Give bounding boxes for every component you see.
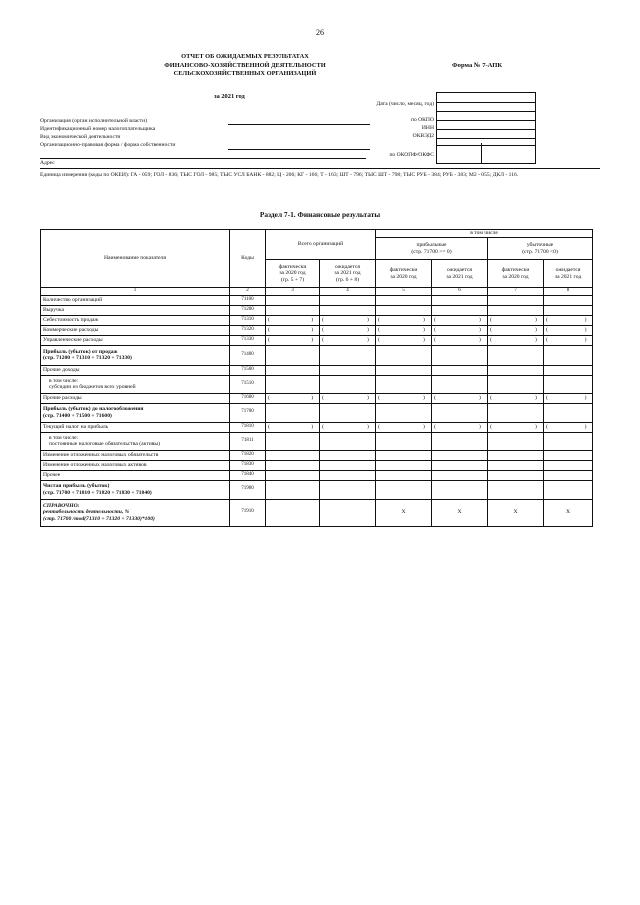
row-indicator-name: Выручка [41, 305, 230, 315]
row-indicator-name: Изменение отложенных налоговых активов [41, 460, 230, 470]
x-mark-cell[interactable]: X [432, 499, 488, 526]
value-cell[interactable] [266, 432, 320, 450]
codes-spacer [437, 139, 535, 146]
value-cell[interactable] [266, 375, 320, 393]
negative-value-cell[interactable] [266, 422, 320, 432]
negative-value-cell[interactable] [266, 325, 320, 335]
paren-open: ( [546, 336, 548, 343]
value-cell[interactable] [488, 460, 544, 470]
paren-open: ( [546, 394, 548, 401]
table-row [41, 480, 593, 499]
paren-open: ( [378, 423, 380, 430]
col-num: 6 [432, 288, 488, 296]
paren-close: ) [479, 326, 481, 333]
value-cell[interactable] [376, 295, 432, 305]
address-label: Адрес [40, 160, 55, 166]
row-code: 71600 [230, 393, 266, 403]
row-code: 71700 [230, 403, 266, 422]
paren-close: ) [311, 316, 314, 323]
value-cell[interactable] [266, 403, 320, 422]
paren-open: ( [268, 326, 270, 333]
negative-value-cell[interactable] [544, 315, 593, 325]
header-exp-2021-unprofitable: ожидается за 2021 год [544, 260, 593, 288]
row-code: 71820 [230, 450, 266, 460]
row-code: 71840 [230, 470, 266, 480]
paren-close: ) [584, 336, 587, 343]
date-label: Дата (число, месяц, год) [376, 101, 434, 107]
row-code: 71200 [230, 305, 266, 315]
negative-value-cell[interactable] [488, 422, 544, 432]
negative-value-cell[interactable] [544, 422, 593, 432]
row-indicator-name: СПРАВОЧНО: рентабельность деятельности, % (стр. 71700 /mod(71310 + 71320 + 71330)*100) [41, 499, 230, 526]
value-cell[interactable] [488, 432, 544, 450]
table-row [41, 393, 593, 403]
row-indicator-name: Управленческие расходы [41, 335, 230, 345]
value-cell[interactable] [376, 345, 432, 365]
negative-value-cell[interactable] [320, 422, 376, 432]
value-cell[interactable] [376, 460, 432, 470]
value-cell[interactable] [544, 470, 593, 480]
paren-open: ( [322, 394, 324, 401]
row-indicator-name: Изменение отложенных налоговых обязательств [41, 450, 230, 460]
value-cell[interactable] [376, 403, 432, 422]
value-cell[interactable] [320, 460, 376, 470]
value-cell[interactable] [320, 480, 376, 499]
paren-close: ) [367, 316, 369, 323]
value-cell[interactable] [266, 365, 320, 375]
paren-open: ( [546, 316, 548, 323]
paren-open: ( [268, 316, 270, 323]
value-cell[interactable] [266, 450, 320, 460]
negative-value-cell[interactable] [544, 325, 593, 335]
table-row [41, 422, 593, 432]
paren-close: ) [423, 326, 425, 333]
value-cell[interactable] [320, 403, 376, 422]
address-line[interactable] [40, 168, 600, 169]
paren-close: ) [535, 336, 537, 343]
negative-value-cell[interactable] [432, 325, 488, 335]
paren-close: ) [584, 326, 587, 333]
col-num: 5 [376, 288, 432, 296]
negative-value-cell[interactable] [432, 393, 488, 403]
row-code: 71100 [230, 295, 266, 305]
paren-close: ) [535, 394, 537, 401]
paren-open: ( [268, 394, 270, 401]
row-indicator-name: Чистая прибыль (убыток) (стр. 71700 + 71810 + 71820 + 71830 + 71840) [41, 480, 230, 499]
okopf-split-line [481, 143, 482, 163]
paren-open: ( [546, 423, 548, 430]
negative-value-cell[interactable] [320, 325, 376, 335]
okopf-label: по ОКОПФ/ОКФС [389, 152, 434, 158]
x-mark-cell[interactable]: X [488, 499, 544, 526]
report-period: за 2021 год [214, 93, 245, 100]
table-row [41, 460, 593, 470]
table-row [41, 305, 593, 315]
header-incl: в том числе [376, 230, 593, 238]
table-row [41, 315, 593, 325]
value-cell[interactable] [488, 403, 544, 422]
codes-box-row [437, 93, 535, 103]
row-code: 71810 [230, 422, 266, 432]
col-num: 3 [266, 288, 320, 296]
codes-box [436, 92, 536, 164]
negative-value-cell[interactable] [266, 315, 320, 325]
value-cell[interactable] [544, 305, 593, 315]
row-code: 71811 [230, 432, 266, 450]
value-cell[interactable] [432, 450, 488, 460]
value-cell[interactable] [544, 403, 593, 422]
negative-value-cell[interactable] [266, 335, 320, 345]
paren-close: ) [584, 316, 587, 323]
paren-close: ) [423, 316, 425, 323]
paren-open: ( [268, 336, 270, 343]
value-cell[interactable] [376, 365, 432, 375]
value-cell[interactable] [488, 345, 544, 365]
divider-line [40, 158, 366, 159]
row-code: 71830 [230, 460, 266, 470]
row-code: 71900 [230, 480, 266, 499]
negative-value-cell[interactable] [544, 393, 593, 403]
value-cell[interactable] [320, 345, 376, 365]
row-indicator-name: Коммерческие расходы [41, 325, 230, 335]
value-cell[interactable] [488, 295, 544, 305]
table-row [41, 403, 593, 422]
value-cell[interactable] [376, 432, 432, 450]
paren-open: ( [378, 326, 380, 333]
negative-value-cell[interactable] [544, 335, 593, 345]
x-mark-cell[interactable]: X [376, 499, 432, 526]
row-indicator-name: Себестоимость продаж [41, 315, 230, 325]
negative-value-cell[interactable] [376, 325, 432, 335]
table-row [41, 335, 593, 345]
paren-open: ( [490, 336, 492, 343]
paren-close: ) [479, 394, 481, 401]
date-field[interactable] [437, 103, 535, 112]
paren-close: ) [584, 423, 587, 430]
header-unprofitable: убыточные (стр. 71700 <0) [488, 238, 593, 260]
paren-close: ) [311, 336, 314, 343]
row-indicator-name: Текущий налог на прибыль [41, 422, 230, 432]
value-cell[interactable] [488, 450, 544, 460]
form-number: Форма № 7-АПК [452, 62, 503, 69]
value-cell[interactable] [432, 305, 488, 315]
negative-value-cell[interactable] [488, 315, 544, 325]
value-cell[interactable] [376, 480, 432, 499]
paren-close: ) [367, 423, 369, 430]
row-indicator-name: Прибыль (убыток) до налогообложения (стр. 71400 + 71500 + 71600) [41, 403, 230, 422]
paren-close: ) [423, 336, 425, 343]
value-cell[interactable] [432, 365, 488, 375]
value-cell[interactable] [376, 305, 432, 315]
paren-close: ) [311, 423, 314, 430]
row-code: 71320 [230, 325, 266, 335]
row-indicator-name: в том числе: постоянные налоговые обязательства (активы) [41, 432, 230, 450]
table-row [41, 345, 593, 365]
header-exp-2021-total: ожидается за 2021 год (гр. 6 + 8) [320, 260, 376, 288]
paren-close: ) [584, 394, 587, 401]
paren-close: ) [367, 326, 369, 333]
paren-open: ( [322, 316, 324, 323]
value-cell[interactable] [320, 375, 376, 393]
value-cell[interactable] [544, 432, 593, 450]
col-num: 7 [488, 288, 544, 296]
negative-value-cell[interactable] [432, 422, 488, 432]
okved-field[interactable] [437, 130, 535, 139]
paren-open: ( [322, 423, 324, 430]
table-row [41, 365, 593, 375]
header-total: Всего организаций [266, 230, 376, 260]
table-row [41, 450, 593, 460]
row-code: 71310 [230, 315, 266, 325]
paren-close: ) [479, 423, 481, 430]
row-code: 71910 [230, 499, 266, 526]
value-cell[interactable] [376, 450, 432, 460]
value-cell[interactable] [266, 470, 320, 480]
table-body [41, 295, 593, 526]
negative-value-cell[interactable] [376, 315, 432, 325]
negative-value-cell[interactable] [488, 393, 544, 403]
paren-open: ( [434, 336, 436, 343]
row-code: 71400 [230, 345, 266, 365]
value-cell[interactable] [432, 403, 488, 422]
financial-results-table [40, 229, 593, 527]
header-fact-2020-unprofitable: фактически за 2020 год [488, 260, 544, 288]
paren-close: ) [535, 326, 537, 333]
paren-open: ( [490, 316, 492, 323]
paren-close: ) [535, 316, 537, 323]
paren-open: ( [378, 316, 380, 323]
value-cell[interactable] [320, 470, 376, 480]
paren-close: ) [311, 394, 314, 401]
value-cell[interactable] [544, 450, 593, 460]
row-code: 71510 [230, 375, 266, 393]
paren-open: ( [434, 394, 436, 401]
negative-value-cell[interactable] [488, 335, 544, 345]
table-row [41, 470, 593, 480]
okved-label: ОКВЭД2 [412, 133, 434, 139]
paren-close: ) [535, 423, 537, 430]
value-cell[interactable] [376, 470, 432, 480]
negative-value-cell[interactable] [488, 325, 544, 335]
value-cell[interactable] [266, 480, 320, 499]
value-cell[interactable] [320, 499, 376, 526]
section-title: Раздел 7-1. Финансовые результаты [259, 210, 381, 219]
value-cell[interactable] [320, 295, 376, 305]
value-cell[interactable] [432, 375, 488, 393]
paren-close: ) [367, 394, 369, 401]
table-row [41, 295, 593, 305]
col-num: 4 [320, 288, 376, 296]
header-fact-2020-total: фактически за 2020 год (гр. 5 + 7) [266, 260, 320, 288]
paren-open: ( [378, 336, 380, 343]
value-cell[interactable] [544, 365, 593, 375]
negative-value-cell[interactable] [376, 393, 432, 403]
negative-value-cell[interactable] [376, 335, 432, 345]
value-cell[interactable] [320, 305, 376, 315]
okpo-field[interactable] [437, 112, 535, 121]
negative-value-cell[interactable] [266, 393, 320, 403]
paren-close: ) [479, 316, 481, 323]
table-row [41, 499, 593, 526]
org-label: Организация (орган исполнительной власти) [40, 118, 147, 124]
legal-form-field-line[interactable] [228, 149, 370, 150]
value-cell[interactable] [544, 345, 593, 365]
table-row [41, 375, 593, 393]
paren-open: ( [490, 394, 492, 401]
value-cell[interactable] [432, 470, 488, 480]
value-cell[interactable] [432, 480, 488, 499]
negative-value-cell[interactable] [320, 393, 376, 403]
inn-field[interactable] [437, 121, 535, 130]
paren-close: ) [367, 336, 369, 343]
negative-value-cell[interactable] [376, 422, 432, 432]
value-cell[interactable] [544, 295, 593, 305]
value-cell[interactable] [376, 375, 432, 393]
row-code: 71500 [230, 365, 266, 375]
legal-form-label: Организационно-правовая форма / форма собственности [40, 142, 176, 148]
header-indicator-name: Наименование показателя [41, 230, 230, 288]
value-cell[interactable] [488, 480, 544, 499]
org-field-line[interactable] [228, 124, 370, 125]
col-num: 2 [230, 288, 266, 296]
table-row [41, 325, 593, 335]
negative-value-cell[interactable] [320, 315, 376, 325]
paren-open: ( [434, 326, 436, 333]
row-indicator-name: Прочие расходы [41, 393, 230, 403]
row-indicator-name: Прибыль (убыток) от продаж (стр. 71200 + 71310 + 71320 + 71330) [41, 345, 230, 365]
paren-open: ( [322, 336, 324, 343]
header-profitable: прибыльные (стр. 71700 >= 0) [376, 238, 488, 260]
paren-close: ) [423, 423, 425, 430]
value-cell[interactable] [488, 305, 544, 315]
value-cell[interactable] [320, 365, 376, 375]
negative-value-cell[interactable] [432, 335, 488, 345]
value-cell[interactable] [544, 460, 593, 470]
value-cell[interactable] [488, 365, 544, 375]
x-mark-cell[interactable]: X [544, 499, 593, 526]
value-cell[interactable] [488, 375, 544, 393]
header-exp-2021-profitable: ожидается за 2021 год [432, 260, 488, 288]
value-cell[interactable] [432, 460, 488, 470]
col-num: 8 [544, 288, 593, 296]
inn-label-left: Идентификационный номер налогоплательщика [40, 126, 156, 132]
row-indicator-name: Прочее [41, 470, 230, 480]
row-code: 71330 [230, 335, 266, 345]
negative-value-cell[interactable] [432, 315, 488, 325]
value-cell[interactable] [432, 432, 488, 450]
units-note: Единица измерения (коды по ОКЕИ): ГА - 059; ГОЛ - 836; ТЫС ГОЛ - 985; ТЫС УСЛ БАНК - 882; Ц - 206; КГ - 166; Т - 163; ШТ - 796; ТЫС ШТ - 798; ТЫС РУБ - 384; РУБ - 383; М2 - 055; ДКЛ - 116. [40, 172, 519, 178]
table-row [41, 432, 593, 450]
page-number: 26 [316, 28, 324, 37]
paren-close: ) [311, 326, 314, 333]
paren-open: ( [434, 423, 436, 430]
paren-open: ( [434, 316, 436, 323]
row-indicator-name: в том числе: субсидии из бюджетов всех уровней [41, 375, 230, 393]
paren-open: ( [322, 326, 324, 333]
paren-close: ) [423, 394, 425, 401]
value-cell[interactable] [432, 295, 488, 305]
inn-label: ИНН [421, 125, 434, 131]
paren-open: ( [268, 423, 270, 430]
header-code: Коды [230, 230, 266, 288]
report-title: ОТЧЕТ ОБ ОЖИДАЕМЫХ РЕЗУЛЬТАТАХ ФИНАНСОВО-ХОЗЯЙСТВЕННОЙ ДЕЯТЕЛЬНОСТИ СЕЛЬСКОХОЗЯЙСТВЕННЫХ ОРГАНИЗАЦИЙ [164, 53, 326, 77]
value-cell[interactable] [266, 295, 320, 305]
row-indicator-name: Количество организаций [41, 295, 230, 305]
paren-close: ) [479, 336, 481, 343]
header-fact-2020-profitable: фактически за 2020 год [376, 260, 432, 288]
value-cell[interactable] [432, 345, 488, 365]
activity-label: Вид экономической деятельности [40, 134, 121, 140]
row-indicator-name: Прочие доходы [41, 365, 230, 375]
paren-open: ( [378, 394, 380, 401]
value-cell[interactable] [320, 432, 376, 450]
okpo-label: по ОКПО [410, 117, 434, 123]
col-num: 1 [41, 288, 230, 296]
value-cell[interactable] [266, 460, 320, 470]
value-cell[interactable] [488, 470, 544, 480]
paren-open: ( [490, 423, 492, 430]
paren-open: ( [546, 326, 548, 333]
value-cell[interactable] [266, 345, 320, 365]
value-cell[interactable] [544, 480, 593, 499]
value-cell[interactable] [320, 450, 376, 460]
value-cell[interactable] [266, 499, 320, 526]
paren-open: ( [490, 326, 492, 333]
value-cell[interactable] [544, 375, 593, 393]
negative-value-cell[interactable] [320, 335, 376, 345]
value-cell[interactable] [266, 305, 320, 315]
